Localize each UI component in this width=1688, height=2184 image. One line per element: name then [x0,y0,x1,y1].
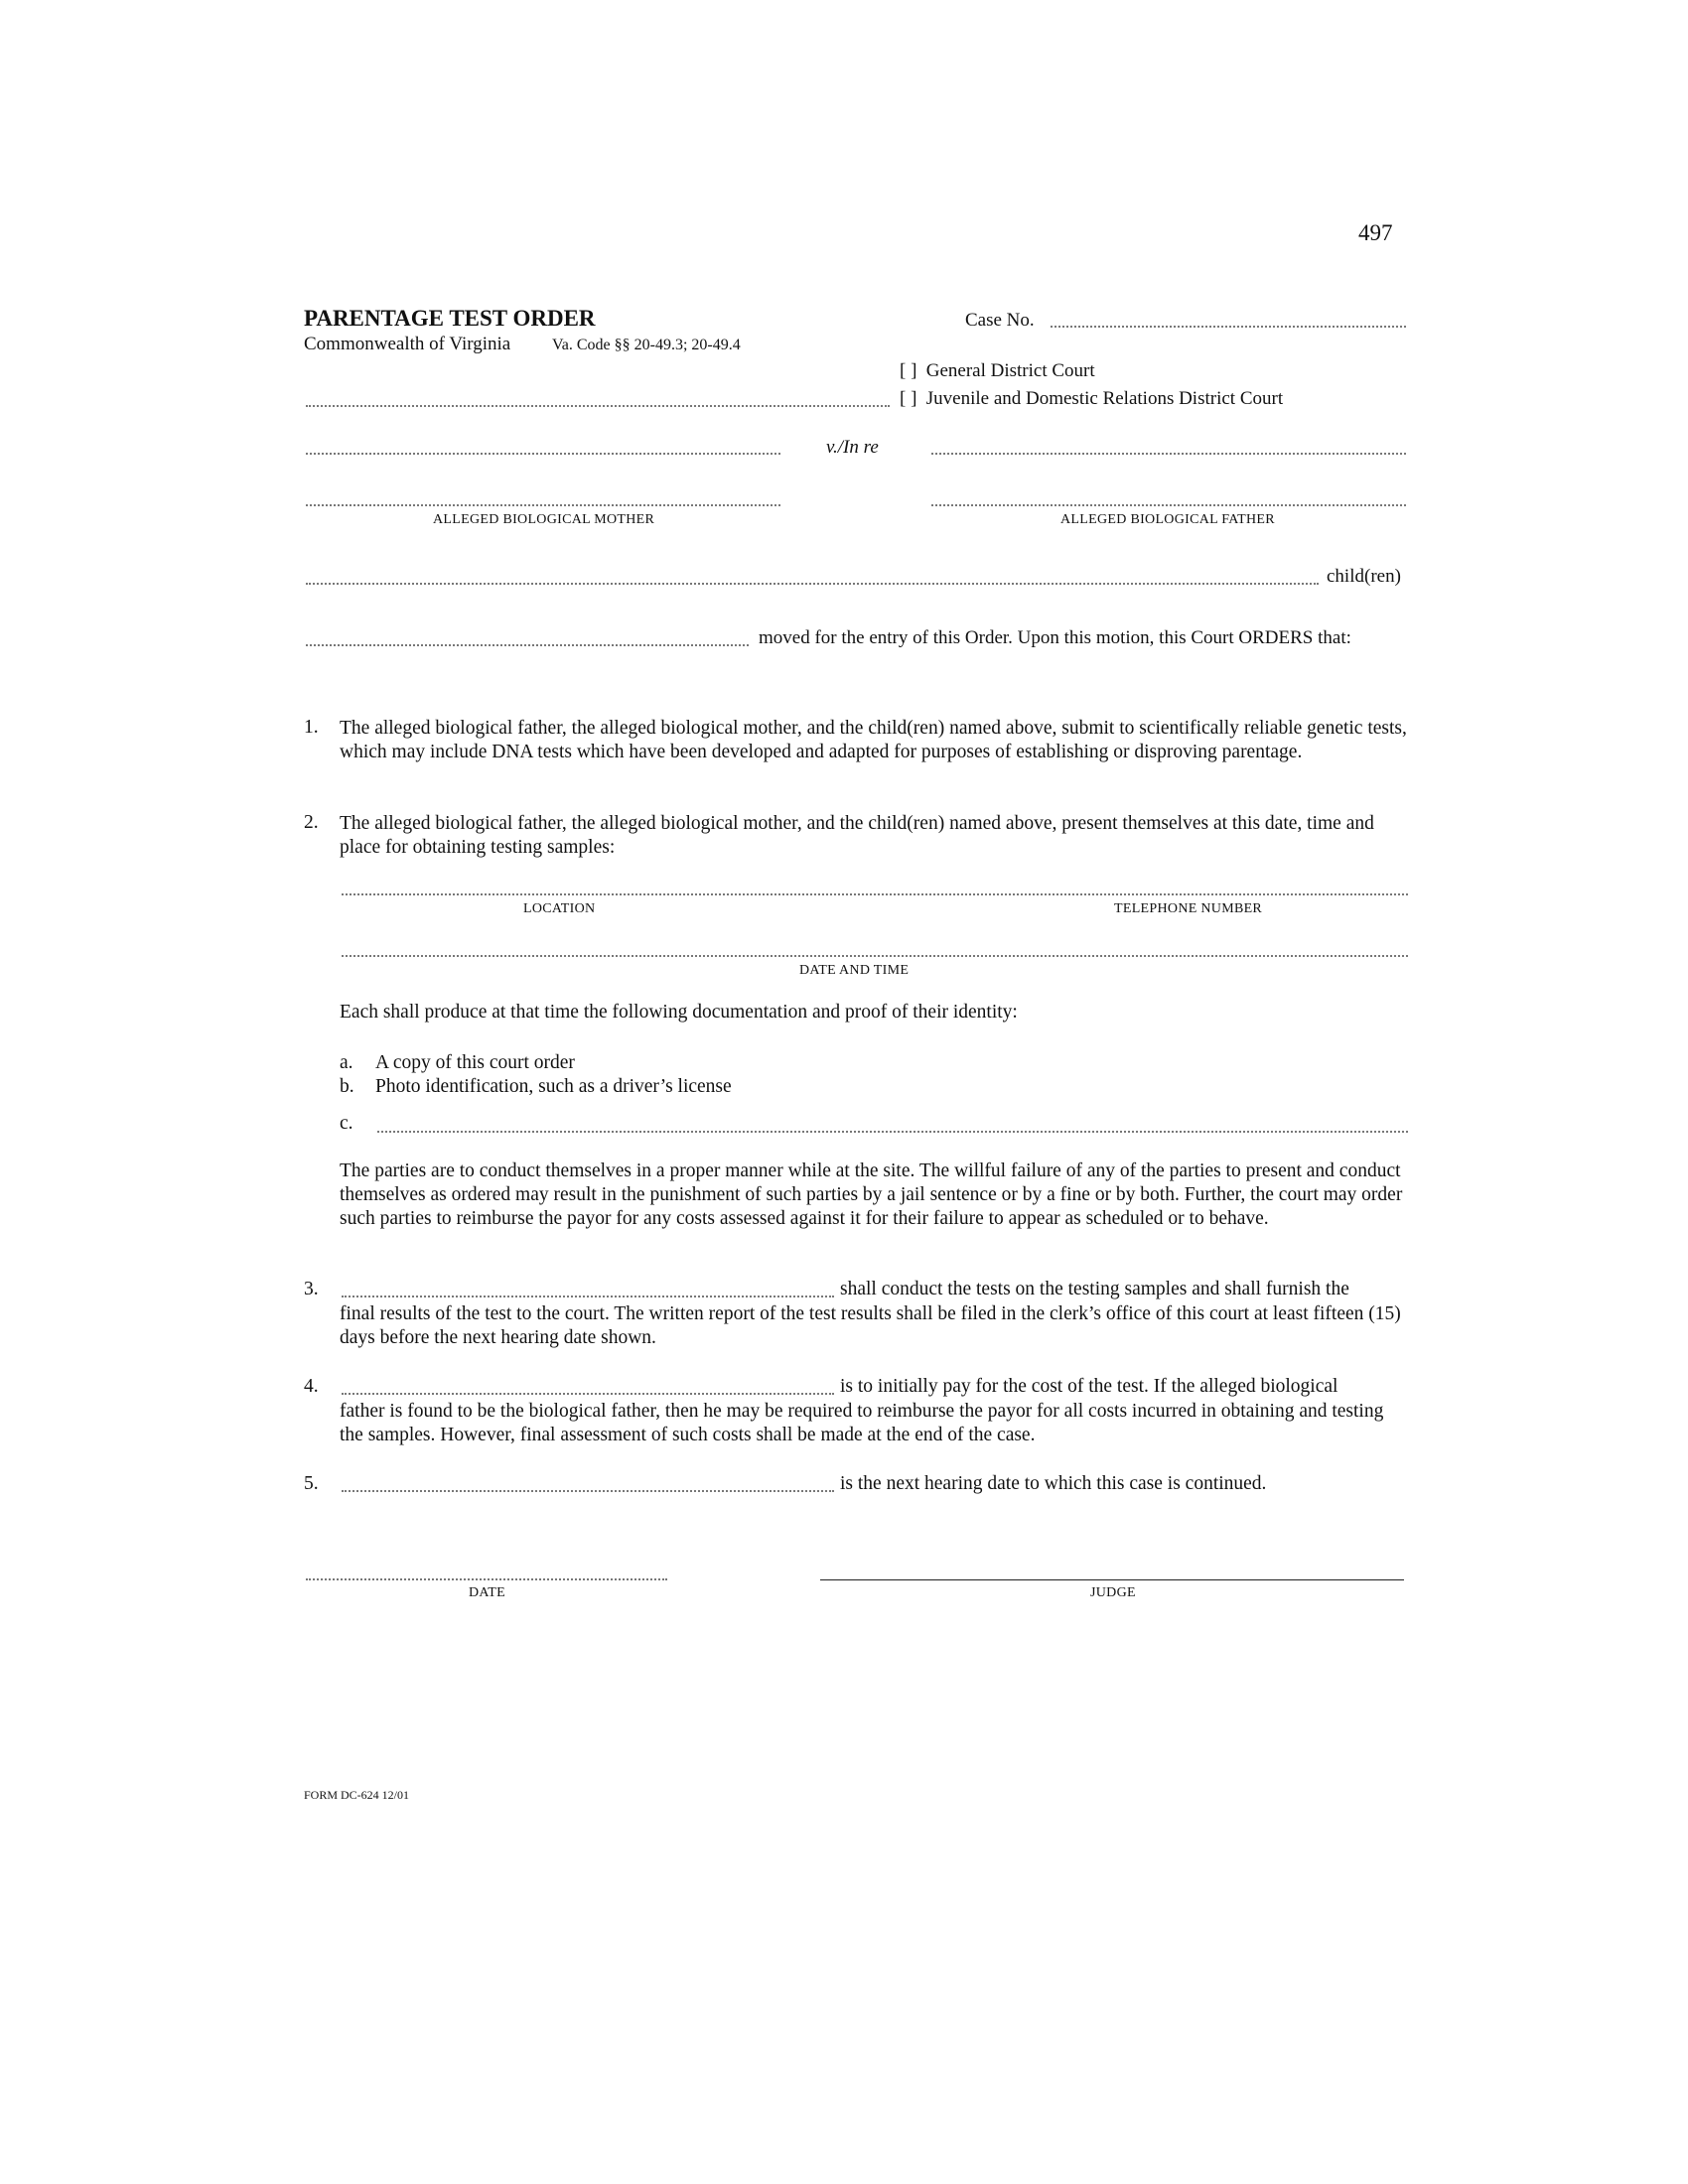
alleged-father-caption: ALLEGED BIOLOGICAL FATHER [1060,512,1275,527]
judge-caption: JUDGE [1090,1585,1136,1600]
list-letter-a: a. [340,1052,353,1073]
list-item-b: Photo identification, such as a driver’s license [375,1076,732,1097]
next-hearing-field[interactable] [342,1490,834,1492]
children-label: child(ren) [1327,566,1401,587]
telephone-caption: TELEPHONE NUMBER [1114,901,1263,916]
payor-field[interactable] [342,1393,834,1395]
judge-signature-line[interactable] [820,1579,1404,1580]
versus-label: v./In re [826,437,879,458]
party-left-field[interactable] [306,453,780,455]
item-3-number: 3. [304,1279,319,1299]
item-2-number: 2. [304,812,319,833]
item-5-inline: is the next hearing date to which this case is continued. [840,1473,1267,1494]
alleged-mother-caption: ALLEGED BIOLOGICAL MOTHER [433,512,655,527]
general-district-label: General District Court [925,360,1095,381]
list-letter-b: b. [340,1076,354,1097]
form-id: FORM DC-624 12/01 [304,1788,410,1802]
list-item-a: A copy of this court order [375,1052,575,1073]
datetime-caption: DATE AND TIME [799,963,910,978]
location-telephone-field[interactable] [342,893,1408,895]
list-letter-c: c. [340,1113,353,1134]
children-field[interactable] [306,583,1319,585]
item-1-number: 1. [304,717,319,738]
court-option-general[interactable] [900,360,1095,382]
case-no-label: Case No. [965,310,1035,331]
form-title: PARENTAGE TEST ORDER [304,306,596,331]
documentation-intro: Each shall produce at that time the following documentation and proof of their identity: [340,1002,1018,1023]
item-2-text: The alleged biological father, the alleged biological mother, and the child(ren) named above, present themselves at this date, time and place for obtaining testing samples: [340,813,1374,858]
court-option-juvenile[interactable] [900,388,1283,410]
item-4-number: 4. [304,1376,319,1397]
party-right-field[interactable] [931,453,1406,455]
movant-field[interactable] [306,644,749,646]
item-1-text: The alleged biological father, the alleged biological mother, and the child(ren) named above, submit to scientifically reliable genetic tests, which may include DNA tests which have been developed and adapted for purposes of establishing or disproving parentage. [340,718,1407,762]
item-4-inline: is to initially pay for the cost of the test. If the alleged biological [840,1376,1338,1397]
date-time-field[interactable] [342,955,1408,957]
date-caption: DATE [469,1585,505,1600]
location-caption: LOCATION [523,901,596,916]
case-no-field[interactable] [1051,326,1406,328]
item-4-text: father is found to be the biological father, then he may be required to reimburse the payor for all costs incurred in obtaining and testing the samples. However, final assessment of such costs shall be made at the end of the case. [340,1401,1384,1445]
statute-code: Va. Code §§ 20-49.3; 20-49.4 [552,337,741,353]
list-item-c-field[interactable] [377,1131,1408,1133]
jurisdiction: Commonwealth of Virginia [304,334,511,354]
item-3-text: final results of the test to the court. The written report of the test results shall be filed in the clerk’s office of this court at least fifteen (15) days before the next hearing date shown. [340,1303,1401,1348]
item-5-number: 5. [304,1473,319,1494]
juvenile-district-checkbox[interactable]: [ ] [900,388,917,409]
testing-lab-field[interactable] [342,1296,834,1297]
alleged-mother-field[interactable] [306,504,780,506]
conduct-paragraph: The parties are to conduct themselves in a proper manner while at the site. The willful failure of any of the parties to present and conduct themselves as ordered may result in the punishment of such parties by a jail sentence or by a fine or by both. Further, the court may order such parties to reimburse the payor for any costs assessed against it for their failure to appear as scheduled or to behave. [340,1160,1403,1229]
alleged-father-field[interactable] [931,504,1406,506]
page-number: 497 [1358,220,1393,245]
juvenile-district-label: Juvenile and Domestic Relations District Court [925,388,1284,409]
date-signed-field[interactable] [306,1578,667,1580]
motion-text: moved for the entry of this Order. Upon this motion, this Court ORDERS that: [759,627,1351,648]
general-district-checkbox[interactable]: [ ] [900,360,917,381]
item-3-inline: shall conduct the tests on the testing samples and shall furnish the [840,1279,1349,1299]
court-name-field[interactable] [306,405,890,407]
